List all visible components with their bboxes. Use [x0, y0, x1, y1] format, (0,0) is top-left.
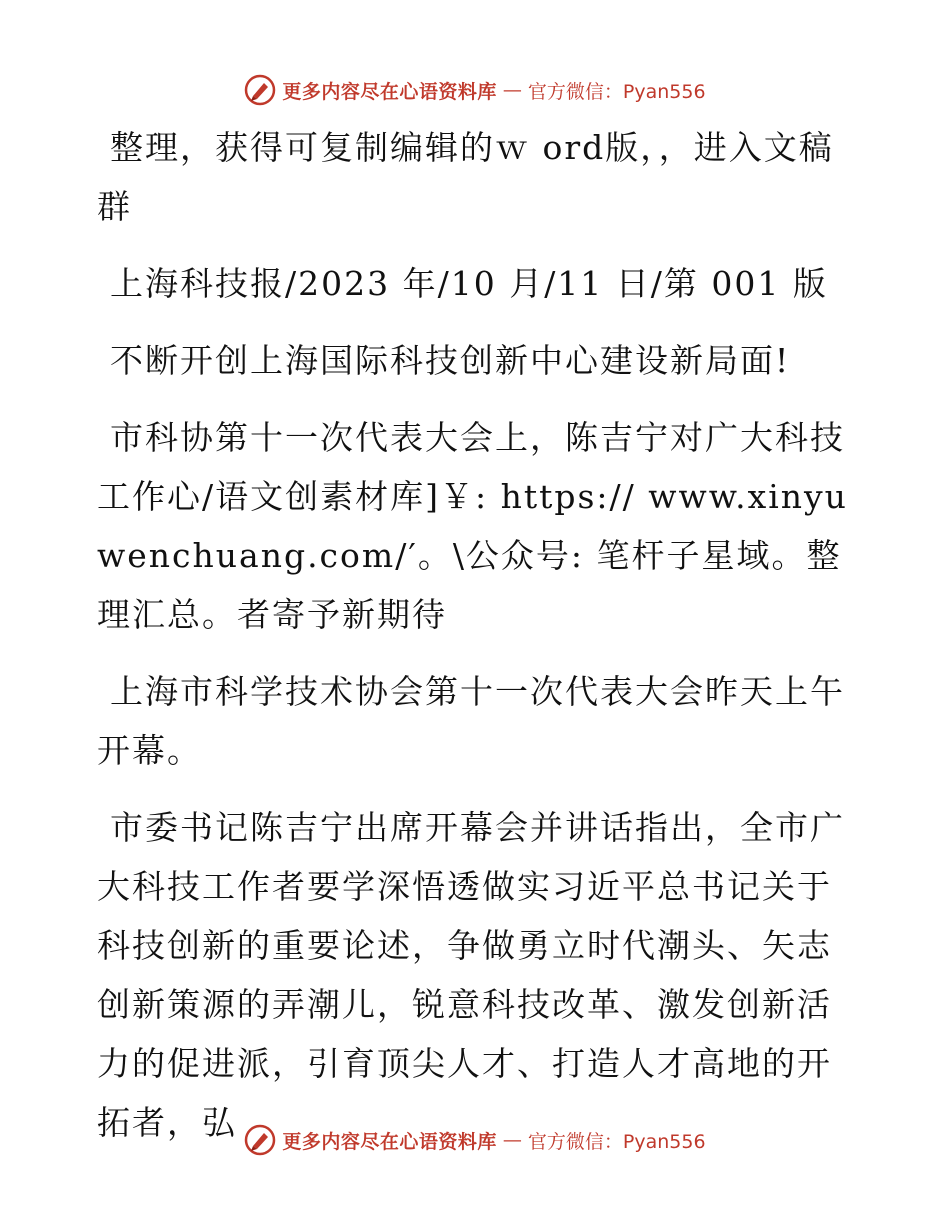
header-watermark-banner: [0, 70, 950, 110]
brand-text: 更多内容尽在心语资料库: [282, 1130, 497, 1153]
banner-separator: —: [502, 1129, 522, 1151]
pen-seal-logo-icon: [244, 74, 276, 106]
brand-text: 更多内容尽在心语资料库: [282, 80, 497, 103]
pen-seal-logo-icon: [244, 1124, 276, 1156]
paragraph-opening: 上海市科学技术协会第十一次代表大会昨天上午开幕。: [97, 672, 845, 770]
banner-separator: —: [502, 79, 522, 101]
paragraph-source-line: 上海科技报/2023 年/10 月/11 日/第 001 版: [110, 264, 828, 303]
paragraph-subheadline: 市科协第十一次代表大会上，陈吉宁对广大科技工作心/语文创素材库]￥: https:// www.xinyuwenchuang.com/′。\公众号: 笔杆子星域。整理汇总。者寄予新期待: [97, 418, 848, 634]
paragraph-intro: 整理，获得可复制编辑的ｗ ord版，，进入文稿群: [97, 128, 834, 226]
document-body: [97, 118, 857, 1170]
paragraph-speech: 市委书记陈吉宁出席开幕会并讲话指出，全市广大科技工作者要学深悟透做实习近平总书记关于科技创新的重要论述，争做勇立时代潮头、矢志创新策源的弄潮儿，锐意科技改革、激发创新活力的促进派，引育顶尖人才、打造人才高地的开拓者，弘: [97, 808, 845, 1142]
wechat-contact-text: 官方微信：Pyan556: [527, 1130, 706, 1153]
paragraph-headline: 不断开创上海国际科技创新中心建设新局面!: [110, 341, 791, 380]
footer-watermark-banner: [0, 1120, 950, 1160]
wechat-contact-text: 官方微信：Pyan556: [527, 80, 706, 103]
